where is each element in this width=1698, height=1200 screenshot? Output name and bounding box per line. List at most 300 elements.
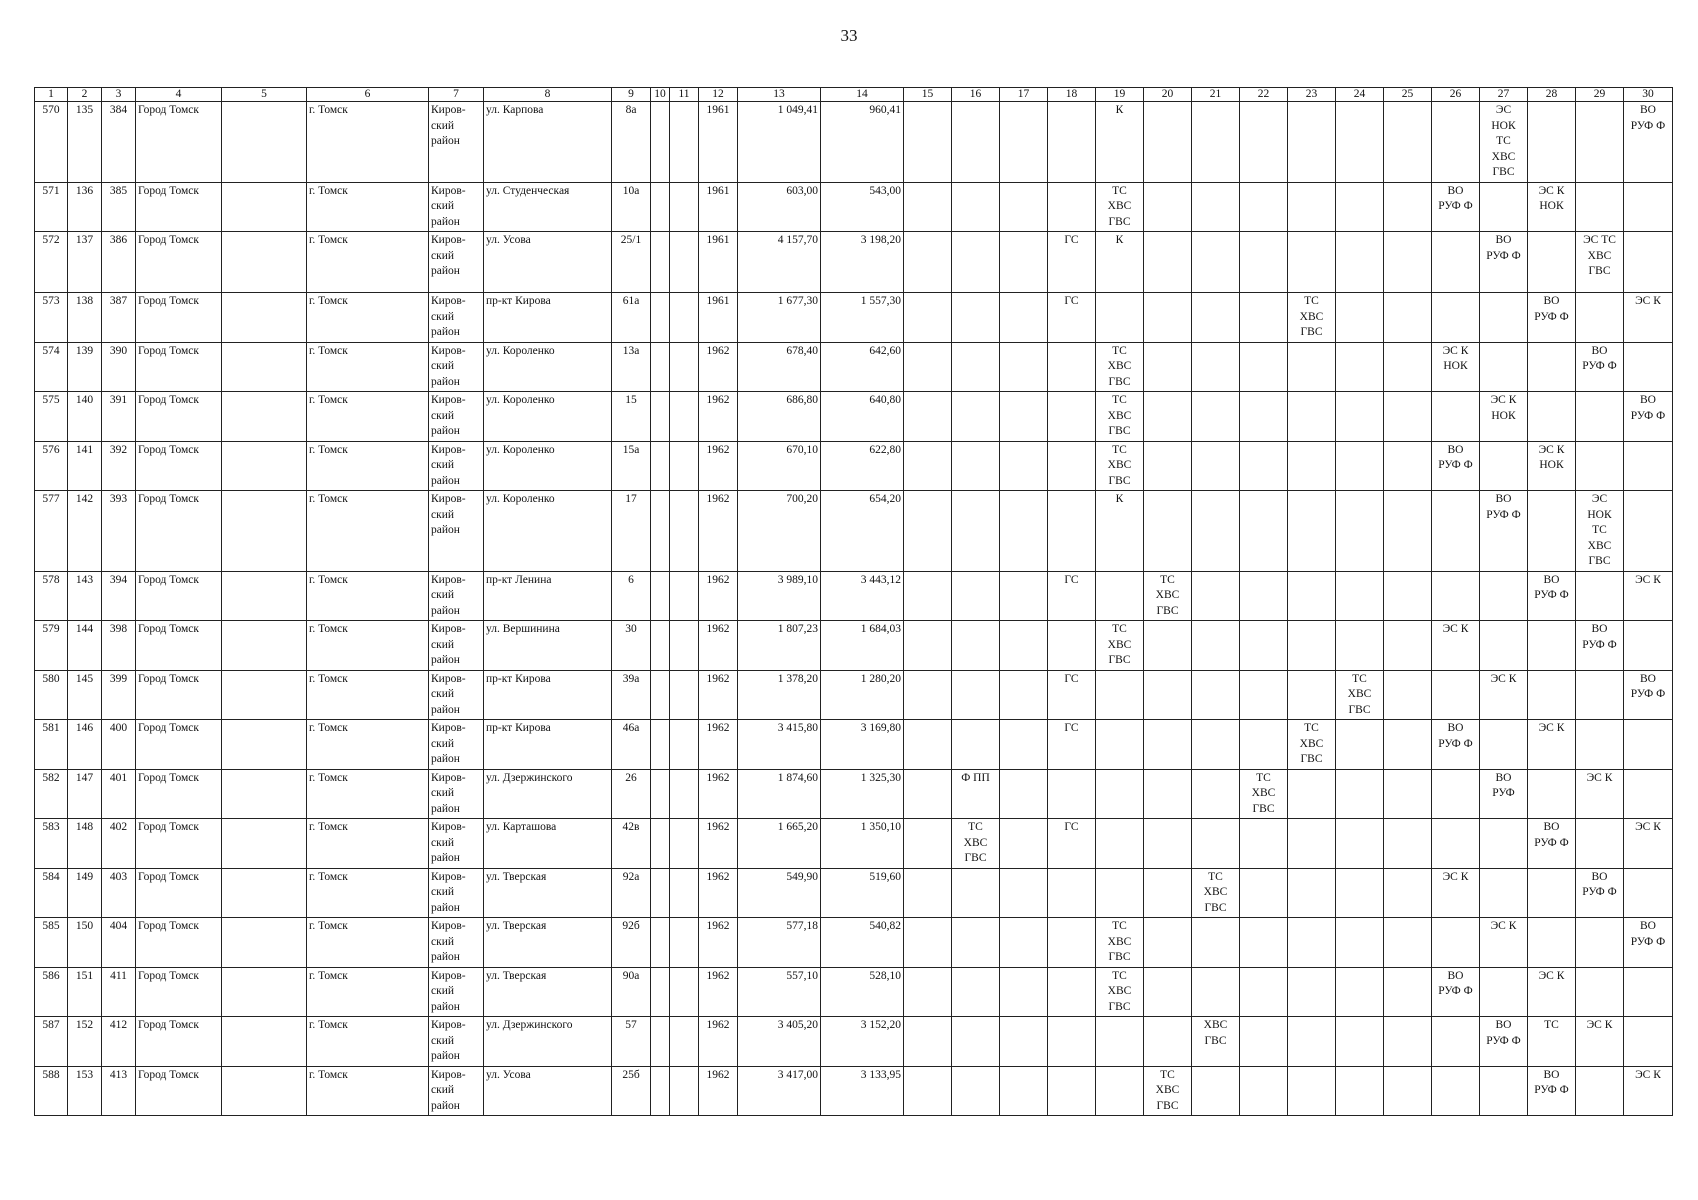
cell-col-15 bbox=[904, 868, 952, 918]
cell-col-17 bbox=[1000, 819, 1048, 869]
cell-col-14: 528,10 bbox=[821, 967, 904, 1017]
cell-col-10 bbox=[651, 670, 670, 720]
cell-col-4: Город Томск bbox=[136, 769, 222, 819]
column-header-5: 5 bbox=[222, 88, 307, 102]
cell-col-1: 573 bbox=[35, 293, 68, 343]
cell-col-28: ВО РУФ Ф bbox=[1528, 293, 1576, 343]
cell-col-21 bbox=[1192, 232, 1240, 293]
cell-col-24 bbox=[1336, 571, 1384, 621]
table-row bbox=[35, 720, 1673, 770]
cell-col-7: Киров- ский район bbox=[429, 720, 484, 770]
cell-col-20 bbox=[1144, 967, 1192, 1017]
cell-col-19: ТС ХВС ГВС bbox=[1096, 392, 1144, 442]
cell-col-30 bbox=[1624, 491, 1673, 572]
cell-col-21 bbox=[1192, 1066, 1240, 1116]
cell-col-23 bbox=[1288, 232, 1336, 293]
cell-col-2: 137 bbox=[68, 232, 102, 293]
cell-col-21 bbox=[1192, 571, 1240, 621]
cell-col-6: г. Томск bbox=[307, 868, 429, 918]
table-row bbox=[35, 232, 1673, 293]
column-header-30: 30 bbox=[1624, 88, 1673, 102]
cell-col-4: Город Томск bbox=[136, 342, 222, 392]
cell-col-21 bbox=[1192, 293, 1240, 343]
cell-col-3: 402 bbox=[102, 819, 136, 869]
cell-col-11 bbox=[670, 441, 699, 491]
cell-col-17 bbox=[1000, 1066, 1048, 1116]
cell-col-5 bbox=[222, 918, 307, 968]
cell-col-27 bbox=[1480, 182, 1528, 232]
cell-col-23 bbox=[1288, 621, 1336, 671]
cell-col-30: ВО РУФ Ф bbox=[1624, 102, 1673, 183]
cell-col-3: 400 bbox=[102, 720, 136, 770]
column-header-16: 16 bbox=[952, 88, 1000, 102]
cell-col-19: ТС ХВС ГВС bbox=[1096, 441, 1144, 491]
cell-col-8: ул. Карташова bbox=[484, 819, 612, 869]
table-row bbox=[35, 1066, 1673, 1116]
cell-col-12: 1962 bbox=[699, 571, 738, 621]
cell-col-3: 398 bbox=[102, 621, 136, 671]
cell-col-24 bbox=[1336, 769, 1384, 819]
cell-col-11 bbox=[670, 720, 699, 770]
cell-col-23 bbox=[1288, 769, 1336, 819]
cell-col-28: ТС bbox=[1528, 1017, 1576, 1067]
cell-col-20 bbox=[1144, 819, 1192, 869]
cell-col-8: ул. Дзержинского bbox=[484, 1017, 612, 1067]
cell-col-19 bbox=[1096, 1017, 1144, 1067]
cell-col-26: ВО РУФ Ф bbox=[1432, 441, 1480, 491]
cell-col-26 bbox=[1432, 293, 1480, 343]
cell-col-15 bbox=[904, 441, 952, 491]
cell-col-16 bbox=[952, 102, 1000, 183]
cell-col-2: 139 bbox=[68, 342, 102, 392]
column-header-26: 26 bbox=[1432, 88, 1480, 102]
cell-col-10 bbox=[651, 182, 670, 232]
cell-col-12: 1962 bbox=[699, 441, 738, 491]
cell-col-19 bbox=[1096, 670, 1144, 720]
cell-col-23 bbox=[1288, 182, 1336, 232]
table-row bbox=[35, 491, 1673, 572]
cell-col-9: 30 bbox=[612, 621, 651, 671]
cell-col-1: 587 bbox=[35, 1017, 68, 1067]
cell-col-4: Город Томск bbox=[136, 232, 222, 293]
cell-col-24: ТС ХВС ГВС bbox=[1336, 670, 1384, 720]
cell-col-22 bbox=[1240, 441, 1288, 491]
cell-col-11 bbox=[670, 868, 699, 918]
cell-col-10 bbox=[651, 491, 670, 572]
cell-col-2: 147 bbox=[68, 769, 102, 819]
cell-col-20: ТС ХВС ГВС bbox=[1144, 1066, 1192, 1116]
cell-col-10 bbox=[651, 293, 670, 343]
cell-col-7: Киров- ский район bbox=[429, 1066, 484, 1116]
cell-col-17 bbox=[1000, 182, 1048, 232]
cell-col-5 bbox=[222, 670, 307, 720]
cell-col-9: 10а bbox=[612, 182, 651, 232]
cell-col-28 bbox=[1528, 232, 1576, 293]
cell-col-7: Киров- ский район bbox=[429, 491, 484, 572]
cell-col-22 bbox=[1240, 720, 1288, 770]
cell-col-12: 1961 bbox=[699, 102, 738, 183]
cell-col-27 bbox=[1480, 720, 1528, 770]
cell-col-14: 3 443,12 bbox=[821, 571, 904, 621]
cell-col-15 bbox=[904, 293, 952, 343]
cell-col-25 bbox=[1384, 1017, 1432, 1067]
cell-col-11 bbox=[670, 342, 699, 392]
cell-col-12: 1961 bbox=[699, 232, 738, 293]
cell-col-3: 390 bbox=[102, 342, 136, 392]
column-header-20: 20 bbox=[1144, 88, 1192, 102]
cell-col-11 bbox=[670, 670, 699, 720]
cell-col-15 bbox=[904, 1017, 952, 1067]
cell-col-6: г. Томск bbox=[307, 571, 429, 621]
cell-col-25 bbox=[1384, 232, 1432, 293]
cell-col-4: Город Томск bbox=[136, 1017, 222, 1067]
cell-col-25 bbox=[1384, 102, 1432, 183]
cell-col-8: ул. Вершинина bbox=[484, 621, 612, 671]
cell-col-16: ТС ХВС ГВС bbox=[952, 819, 1000, 869]
cell-col-18 bbox=[1048, 441, 1096, 491]
cell-col-7: Киров- ский район bbox=[429, 102, 484, 183]
cell-col-20 bbox=[1144, 232, 1192, 293]
cell-col-29 bbox=[1576, 819, 1624, 869]
cell-col-6: г. Томск bbox=[307, 720, 429, 770]
cell-col-2: 143 bbox=[68, 571, 102, 621]
cell-col-19 bbox=[1096, 819, 1144, 869]
cell-col-2: 142 bbox=[68, 491, 102, 572]
cell-col-28: ВО РУФ Ф bbox=[1528, 1066, 1576, 1116]
cell-col-24 bbox=[1336, 1066, 1384, 1116]
cell-col-10 bbox=[651, 967, 670, 1017]
cell-col-25 bbox=[1384, 819, 1432, 869]
cell-col-2: 148 bbox=[68, 819, 102, 869]
cell-col-3: 404 bbox=[102, 918, 136, 968]
cell-col-24 bbox=[1336, 918, 1384, 968]
cell-col-20 bbox=[1144, 102, 1192, 183]
cell-col-18 bbox=[1048, 967, 1096, 1017]
cell-col-20 bbox=[1144, 769, 1192, 819]
cell-col-26 bbox=[1432, 1066, 1480, 1116]
cell-col-16 bbox=[952, 342, 1000, 392]
cell-col-22: ТС ХВС ГВС bbox=[1240, 769, 1288, 819]
cell-col-15 bbox=[904, 342, 952, 392]
cell-col-26 bbox=[1432, 491, 1480, 572]
cell-col-20 bbox=[1144, 182, 1192, 232]
cell-col-15 bbox=[904, 392, 952, 442]
cell-col-26: ЭС К bbox=[1432, 868, 1480, 918]
cell-col-30 bbox=[1624, 621, 1673, 671]
cell-col-28 bbox=[1528, 392, 1576, 442]
cell-col-17 bbox=[1000, 769, 1048, 819]
cell-col-23 bbox=[1288, 1066, 1336, 1116]
cell-col-3: 413 bbox=[102, 1066, 136, 1116]
cell-col-14: 640,80 bbox=[821, 392, 904, 442]
cell-col-29: ВО РУФ Ф bbox=[1576, 342, 1624, 392]
cell-col-9: 13а bbox=[612, 342, 651, 392]
cell-col-15 bbox=[904, 819, 952, 869]
cell-col-14: 1 557,30 bbox=[821, 293, 904, 343]
cell-col-15 bbox=[904, 769, 952, 819]
cell-col-12: 1961 bbox=[699, 293, 738, 343]
cell-col-11 bbox=[670, 571, 699, 621]
cell-col-26 bbox=[1432, 571, 1480, 621]
column-header-29: 29 bbox=[1576, 88, 1624, 102]
cell-col-22 bbox=[1240, 868, 1288, 918]
cell-col-12: 1962 bbox=[699, 918, 738, 968]
cell-col-27: ЭС К bbox=[1480, 918, 1528, 968]
cell-col-20 bbox=[1144, 293, 1192, 343]
column-header-17: 17 bbox=[1000, 88, 1048, 102]
cell-col-5 bbox=[222, 392, 307, 442]
cell-col-23 bbox=[1288, 392, 1336, 442]
cell-col-18: ГС bbox=[1048, 232, 1096, 293]
cell-col-4: Город Томск bbox=[136, 491, 222, 572]
cell-col-4: Город Томск bbox=[136, 918, 222, 968]
cell-col-7: Киров- ский район bbox=[429, 868, 484, 918]
cell-col-21 bbox=[1192, 491, 1240, 572]
cell-col-16 bbox=[952, 182, 1000, 232]
cell-col-11 bbox=[670, 967, 699, 1017]
cell-col-15 bbox=[904, 918, 952, 968]
cell-col-2: 145 bbox=[68, 670, 102, 720]
cell-col-25 bbox=[1384, 342, 1432, 392]
cell-col-14: 1 350,10 bbox=[821, 819, 904, 869]
cell-col-11 bbox=[670, 392, 699, 442]
cell-col-22 bbox=[1240, 491, 1288, 572]
cell-col-12: 1962 bbox=[699, 769, 738, 819]
cell-col-27 bbox=[1480, 621, 1528, 671]
cell-col-18 bbox=[1048, 621, 1096, 671]
cell-col-17 bbox=[1000, 967, 1048, 1017]
cell-col-5 bbox=[222, 967, 307, 1017]
table-row bbox=[35, 182, 1673, 232]
cell-col-8: ул. Короленко bbox=[484, 392, 612, 442]
cell-col-6: г. Томск bbox=[307, 769, 429, 819]
cell-col-13: 700,20 bbox=[738, 491, 821, 572]
cell-col-5 bbox=[222, 819, 307, 869]
cell-col-24 bbox=[1336, 342, 1384, 392]
cell-col-4: Город Томск bbox=[136, 571, 222, 621]
cell-col-17 bbox=[1000, 1017, 1048, 1067]
cell-col-13: 1 874,60 bbox=[738, 769, 821, 819]
cell-col-7: Киров- ский район bbox=[429, 967, 484, 1017]
cell-col-9: 6 bbox=[612, 571, 651, 621]
cell-col-23 bbox=[1288, 571, 1336, 621]
cell-col-10 bbox=[651, 769, 670, 819]
cell-col-9: 92б bbox=[612, 918, 651, 968]
column-header-14: 14 bbox=[821, 88, 904, 102]
cell-col-23 bbox=[1288, 819, 1336, 869]
cell-col-9: 25б bbox=[612, 1066, 651, 1116]
table-row bbox=[35, 441, 1673, 491]
cell-col-7: Киров- ский район bbox=[429, 918, 484, 968]
cell-col-15 bbox=[904, 967, 952, 1017]
cell-col-7: Киров- ский район bbox=[429, 621, 484, 671]
cell-col-14: 1 684,03 bbox=[821, 621, 904, 671]
cell-col-10 bbox=[651, 232, 670, 293]
cell-col-6: г. Томск bbox=[307, 342, 429, 392]
cell-col-17 bbox=[1000, 720, 1048, 770]
cell-col-21 bbox=[1192, 182, 1240, 232]
cell-col-2: 138 bbox=[68, 293, 102, 343]
cell-col-29: ВО РУФ Ф bbox=[1576, 868, 1624, 918]
cell-col-21 bbox=[1192, 720, 1240, 770]
cell-col-28 bbox=[1528, 491, 1576, 572]
cell-col-28: ВО РУФ Ф bbox=[1528, 571, 1576, 621]
cell-col-6: г. Томск bbox=[307, 1066, 429, 1116]
cell-col-24 bbox=[1336, 182, 1384, 232]
cell-col-18: ГС bbox=[1048, 571, 1096, 621]
cell-col-17 bbox=[1000, 868, 1048, 918]
cell-col-11 bbox=[670, 491, 699, 572]
cell-col-14: 519,60 bbox=[821, 868, 904, 918]
cell-col-5 bbox=[222, 1017, 307, 1067]
cell-col-1: 588 bbox=[35, 1066, 68, 1116]
cell-col-25 bbox=[1384, 670, 1432, 720]
column-header-21: 21 bbox=[1192, 88, 1240, 102]
cell-col-6: г. Томск bbox=[307, 293, 429, 343]
cell-col-16 bbox=[952, 293, 1000, 343]
column-header-6: 6 bbox=[307, 88, 429, 102]
cell-col-12: 1962 bbox=[699, 621, 738, 671]
cell-col-4: Город Томск bbox=[136, 441, 222, 491]
page-number: 33 bbox=[840, 26, 858, 45]
cell-col-18: ГС bbox=[1048, 670, 1096, 720]
cell-col-27: ЭС К НОК bbox=[1480, 392, 1528, 442]
table-row bbox=[35, 392, 1673, 442]
cell-col-26: ВО РУФ Ф bbox=[1432, 967, 1480, 1017]
cell-col-23: ТС ХВС ГВС bbox=[1288, 293, 1336, 343]
cell-col-7: Киров- ский район bbox=[429, 232, 484, 293]
cell-col-4: Город Томск bbox=[136, 819, 222, 869]
cell-col-7: Киров- ский район bbox=[429, 293, 484, 343]
cell-col-13: 3 415,80 bbox=[738, 720, 821, 770]
cell-col-3: 385 bbox=[102, 182, 136, 232]
building-register-table bbox=[34, 87, 1673, 1116]
cell-col-25 bbox=[1384, 182, 1432, 232]
cell-col-7: Киров- ский район bbox=[429, 392, 484, 442]
cell-col-5 bbox=[222, 182, 307, 232]
cell-col-12: 1962 bbox=[699, 967, 738, 1017]
cell-col-30 bbox=[1624, 868, 1673, 918]
cell-col-30: ВО РУФ Ф bbox=[1624, 670, 1673, 720]
cell-col-22 bbox=[1240, 342, 1288, 392]
column-header-2: 2 bbox=[68, 88, 102, 102]
cell-col-20 bbox=[1144, 720, 1192, 770]
cell-col-26: ЭС К bbox=[1432, 621, 1480, 671]
cell-col-28: ЭС К НОК bbox=[1528, 182, 1576, 232]
cell-col-10 bbox=[651, 868, 670, 918]
cell-col-27: ВО РУФ Ф bbox=[1480, 491, 1528, 572]
cell-col-10 bbox=[651, 1066, 670, 1116]
cell-col-14: 654,20 bbox=[821, 491, 904, 572]
cell-col-16 bbox=[952, 392, 1000, 442]
cell-col-11 bbox=[670, 621, 699, 671]
cell-col-10 bbox=[651, 918, 670, 968]
cell-col-17 bbox=[1000, 441, 1048, 491]
cell-col-3: 401 bbox=[102, 769, 136, 819]
cell-col-18 bbox=[1048, 102, 1096, 183]
cell-col-13: 1 807,23 bbox=[738, 621, 821, 671]
cell-col-26 bbox=[1432, 819, 1480, 869]
cell-col-13: 603,00 bbox=[738, 182, 821, 232]
cell-col-21 bbox=[1192, 918, 1240, 968]
cell-col-16 bbox=[952, 491, 1000, 572]
cell-col-5 bbox=[222, 293, 307, 343]
cell-col-29 bbox=[1576, 967, 1624, 1017]
cell-col-1: 582 bbox=[35, 769, 68, 819]
cell-col-30: ВО РУФ Ф bbox=[1624, 392, 1673, 442]
cell-col-29: ЭС К bbox=[1576, 769, 1624, 819]
cell-col-9: 26 bbox=[612, 769, 651, 819]
cell-col-30 bbox=[1624, 182, 1673, 232]
cell-col-24 bbox=[1336, 621, 1384, 671]
cell-col-14: 960,41 bbox=[821, 102, 904, 183]
cell-col-21: ХВС ГВС bbox=[1192, 1017, 1240, 1067]
cell-col-20 bbox=[1144, 1017, 1192, 1067]
cell-col-3: 403 bbox=[102, 868, 136, 918]
cell-col-15 bbox=[904, 1066, 952, 1116]
cell-col-21 bbox=[1192, 392, 1240, 442]
cell-col-26 bbox=[1432, 1017, 1480, 1067]
cell-col-28: ВО РУФ Ф bbox=[1528, 819, 1576, 869]
cell-col-26: ВО РУФ Ф bbox=[1432, 182, 1480, 232]
cell-col-19 bbox=[1096, 293, 1144, 343]
cell-col-10 bbox=[651, 720, 670, 770]
cell-col-12: 1962 bbox=[699, 1066, 738, 1116]
cell-col-13: 1 677,30 bbox=[738, 293, 821, 343]
cell-col-13: 678,40 bbox=[738, 342, 821, 392]
cell-col-11 bbox=[670, 182, 699, 232]
cell-col-24 bbox=[1336, 967, 1384, 1017]
cell-col-24 bbox=[1336, 1017, 1384, 1067]
cell-col-20: ТС ХВС ГВС bbox=[1144, 571, 1192, 621]
column-header-13: 13 bbox=[738, 88, 821, 102]
table-row bbox=[35, 102, 1673, 183]
cell-col-10 bbox=[651, 819, 670, 869]
column-header-11: 11 bbox=[670, 88, 699, 102]
cell-col-22 bbox=[1240, 293, 1288, 343]
cell-col-1: 574 bbox=[35, 342, 68, 392]
cell-col-19: К bbox=[1096, 102, 1144, 183]
cell-col-11 bbox=[670, 769, 699, 819]
cell-col-8: ул. Усова bbox=[484, 232, 612, 293]
cell-col-10 bbox=[651, 441, 670, 491]
cell-col-30: ЭС К bbox=[1624, 571, 1673, 621]
cell-col-24 bbox=[1336, 491, 1384, 572]
column-header-19: 19 bbox=[1096, 88, 1144, 102]
cell-col-8: ул. Тверская bbox=[484, 967, 612, 1017]
cell-col-29 bbox=[1576, 918, 1624, 968]
cell-col-19 bbox=[1096, 769, 1144, 819]
cell-col-23 bbox=[1288, 967, 1336, 1017]
cell-col-26: ЭС К НОК bbox=[1432, 342, 1480, 392]
cell-col-8: ул. Короленко bbox=[484, 441, 612, 491]
cell-col-29 bbox=[1576, 720, 1624, 770]
cell-col-30 bbox=[1624, 441, 1673, 491]
table-row bbox=[35, 918, 1673, 968]
cell-col-1: 580 bbox=[35, 670, 68, 720]
cell-col-8: ул. Усова bbox=[484, 1066, 612, 1116]
cell-col-7: Киров- ский район bbox=[429, 571, 484, 621]
cell-col-13: 4 157,70 bbox=[738, 232, 821, 293]
cell-col-18: ГС bbox=[1048, 819, 1096, 869]
cell-col-3: 392 bbox=[102, 441, 136, 491]
cell-col-25 bbox=[1384, 1066, 1432, 1116]
cell-col-13: 686,80 bbox=[738, 392, 821, 442]
cell-col-5 bbox=[222, 102, 307, 183]
cell-col-18 bbox=[1048, 918, 1096, 968]
cell-col-29 bbox=[1576, 441, 1624, 491]
cell-col-30: ВО РУФ Ф bbox=[1624, 918, 1673, 968]
